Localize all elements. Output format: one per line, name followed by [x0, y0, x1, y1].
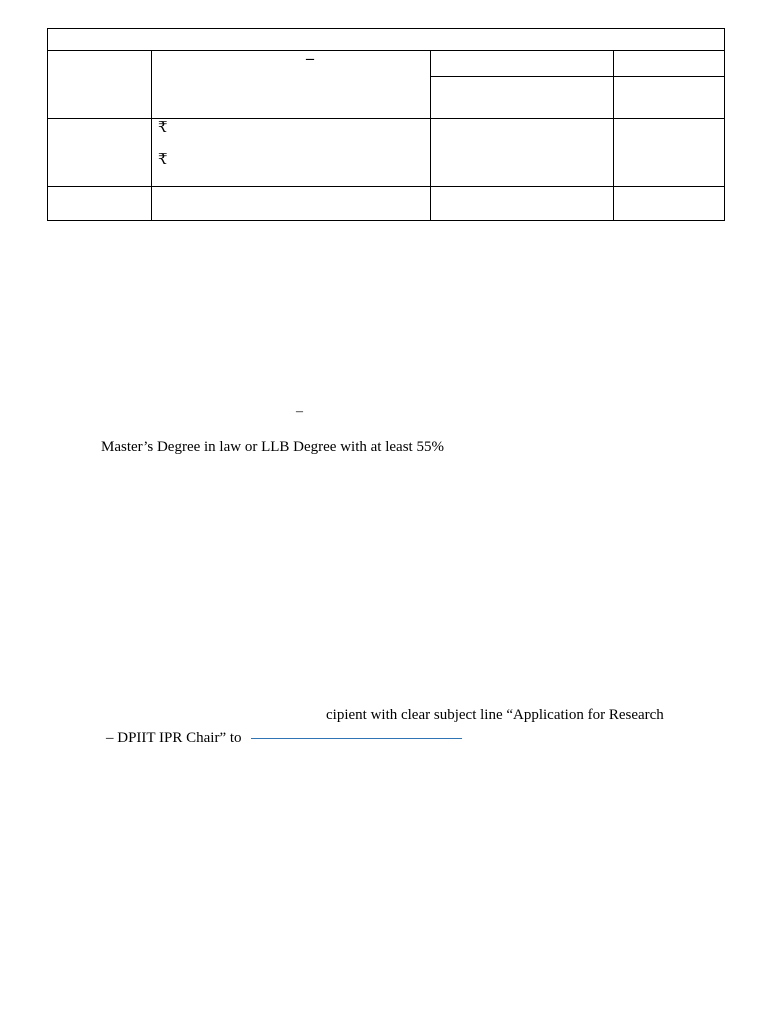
table-cell	[614, 119, 725, 187]
table-cell	[431, 187, 614, 221]
table-cell	[614, 77, 725, 119]
table-cell	[152, 119, 431, 187]
info-table	[47, 28, 725, 221]
dash-text: –	[306, 50, 314, 67]
table-cell	[431, 119, 614, 187]
rupee-symbol: ₹	[158, 120, 168, 136]
table-cell	[152, 187, 431, 221]
eligibility-degree-text: Master’s Degree in law or LLB Degree with at least 55%	[101, 439, 444, 455]
application-subject-text: – DPIIT IPR Chair” to	[106, 730, 242, 746]
table-cell	[152, 51, 431, 119]
table-cell	[48, 187, 152, 221]
table-cell	[48, 51, 152, 119]
table-cell	[614, 187, 725, 221]
table-row	[48, 51, 725, 77]
email-link-underline[interactable]	[251, 738, 462, 739]
table-cell	[48, 119, 152, 187]
table-cell	[431, 51, 614, 77]
table-row	[48, 187, 725, 221]
table-cell	[614, 51, 725, 77]
rupee-symbol: ₹	[158, 152, 168, 168]
table-row	[48, 119, 725, 187]
table-cell	[431, 77, 614, 119]
table-header-row	[48, 29, 725, 51]
application-instruction-text: cipient with clear subject line “Application for Research	[326, 707, 664, 723]
lone-dash: –	[296, 404, 303, 419]
table-title-cell	[48, 29, 725, 51]
